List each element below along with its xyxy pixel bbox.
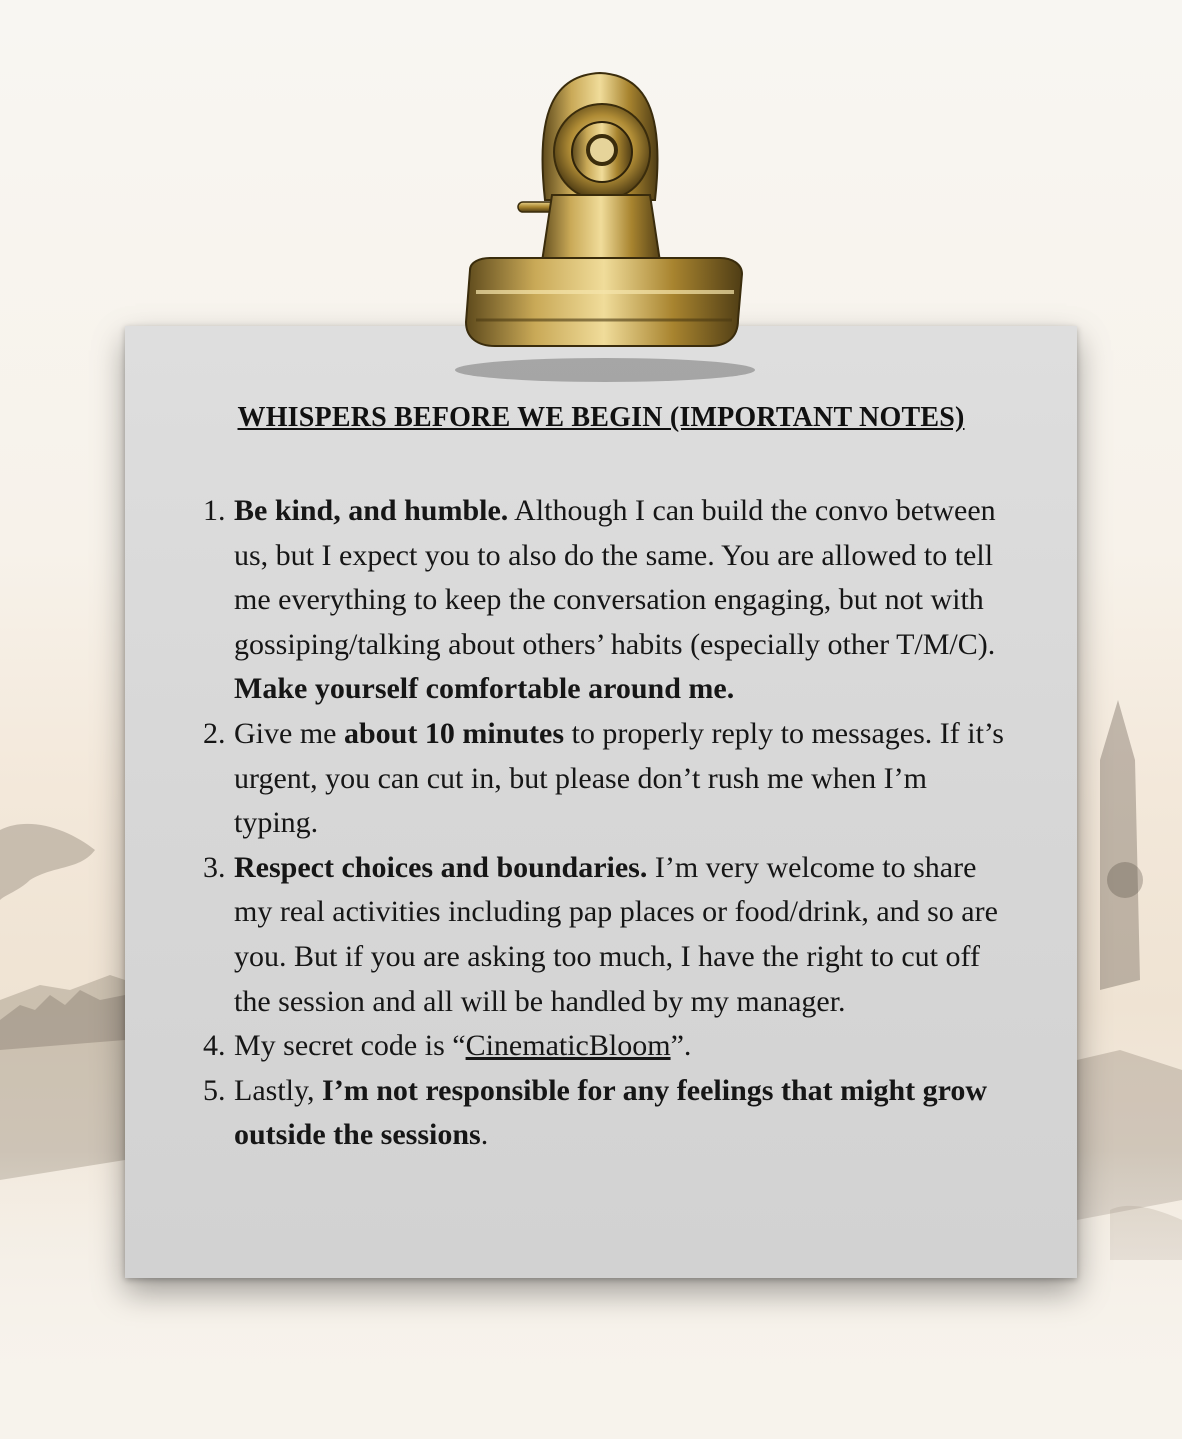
bulldog-clip-icon — [440, 70, 760, 390]
notes-list — [203, 489, 1013, 1158]
note-number: 1. — [203, 494, 226, 527]
note-item — [203, 489, 1013, 712]
note-item — [203, 1069, 1013, 1158]
note-item — [203, 846, 1013, 1024]
note-item — [203, 1024, 1013, 1069]
note-number: 4. — [203, 1029, 226, 1063]
note-text: . — [480, 1118, 489, 1152]
note-highlight: about 10 minutes — [343, 716, 565, 750]
note-number: 2. — [203, 716, 226, 750]
note-text: I’m very welcome to share my real activities including pap places or food/drink, and so are you. But if you are asking too much, I have the right to cut off the session and all will be handled by my manager. — [234, 850, 998, 1018]
note-text: My secret code is “ — [234, 1029, 466, 1063]
note-text: Although I can build the convo between us, but I expect you to also do the same. You are allowed to tell me everything to keep the conversation engaging, but not with gossiping/talking about others’ habits (especially other T/M/C). — [234, 494, 996, 661]
note-number: 3. — [203, 850, 226, 884]
note-paper — [125, 326, 1077, 1278]
notes-title: WHISPERS BEFORE WE BEGIN (IMPORTANT NOTES) — [237, 402, 965, 433]
secret-code: CinematicBloom — [465, 1029, 671, 1063]
note-highlight: I’m not responsible for any feelings that might grow outside the sessions — [234, 1073, 988, 1152]
note-text: ”. — [670, 1029, 692, 1063]
note-highlight: Make yourself comfortable around me. — [234, 672, 735, 706]
note-highlight: Be kind, and humble. — [234, 494, 509, 527]
note-highlight: Respect choices and boundaries. — [234, 850, 648, 884]
note-text: Give me — [234, 716, 344, 750]
note-text: to properly reply to messages. If it’s urgent, you can cut in, but please don’t rush me when I’m typing. — [234, 716, 1004, 840]
note-item — [203, 712, 1013, 846]
note-text: Lastly, — [234, 1073, 323, 1107]
note-number: 5. — [203, 1073, 226, 1107]
